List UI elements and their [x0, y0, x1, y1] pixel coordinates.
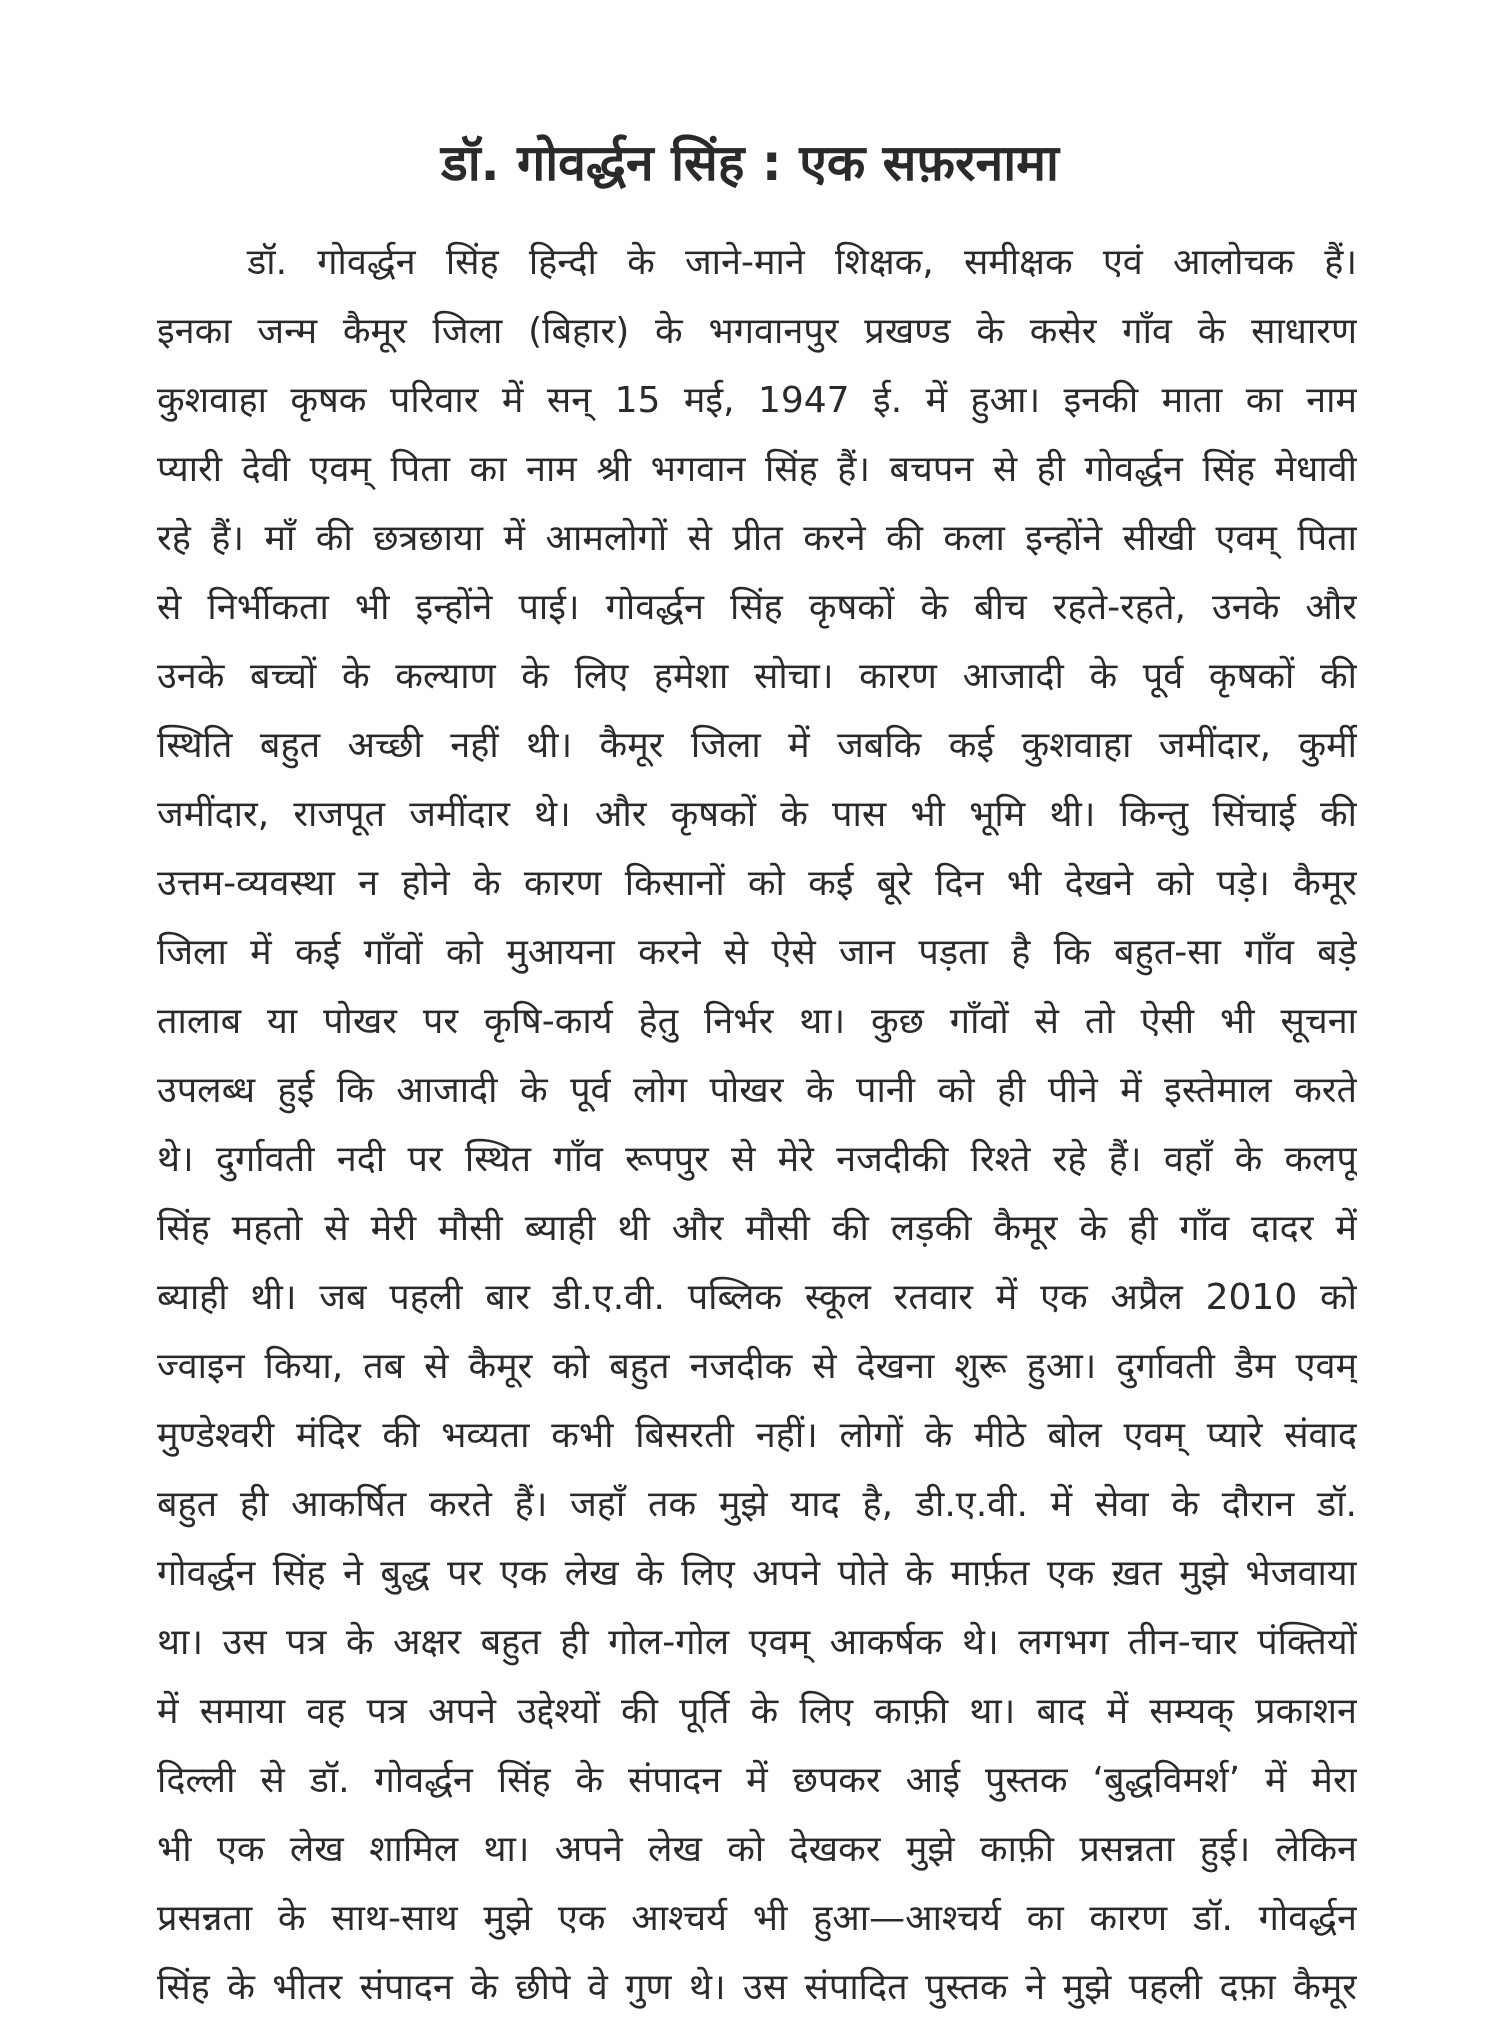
text-line: था। उस पत्र के अक्षर बहुत ही गोल-गोल एवम् आकर्षक थे। लगभग तीन-चार पंक्तियों [157, 1622, 1357, 1663]
text-line: जमींदार, राजपूत जमींदार थे। और कृषकों के पास भी भूमि थी। किन्तु सिंचाई की [157, 794, 1357, 835]
text-line: गोवर्द्धन सिंह ने बुद्ध पर एक लेख के लिए अपने पोते के मार्फ़त एक ख़त मुझे भेजवाया [157, 1553, 1357, 1594]
text-line: डॉ. गोवर्द्धन सिंह हिन्दी के जाने-माने शिक्षक, समीक्षक एवं आलोचक हैं। [247, 242, 1357, 283]
body-paragraph [157, 228, 1357, 2022]
text-line: में समाया वह पत्र अपने उद्देश्यों की पूर्ति के लिए काफ़ी था। बाद में सम्यक् प्रकाशन [157, 1691, 1357, 1732]
text-line: प्रसन्नता के साथ-साथ मुझे एक आश्चर्य भी हुआ—आश्चर्य का कारण डॉ. गोवर्द्धन [157, 1898, 1357, 1939]
text-line: उनके बच्चों के कल्याण के लिए हमेशा सोचा। कारण आजादी के पूर्व कृषकों की [157, 656, 1357, 697]
text-line: प्यारी देवी एवम् पिता का नाम श्री भगवान सिंह हैं। बचपन से ही गोवर्द्धन सिंह मेधावी [157, 449, 1357, 490]
text-line: कुशवाहा कृषक परिवार में सन् 15 मई, 1947 ई. में हुआ। इनकी माता का नाम [157, 380, 1357, 421]
text-line: जिला में कई गाँवों को मुआयना करने से ऐसे जान पड़ता है कि बहुत-सा गाँव बड़े [157, 932, 1357, 973]
text-line: बहुत ही आकर्षित करते हैं। जहाँ तक मुझे याद है, डी.ए.वी. में सेवा के दौरान डॉ. [157, 1484, 1357, 1525]
text-line: थे। दुर्गावती नदी पर स्थित गाँव रूपपुर से मेरे नजदीकी रिश्ते रहे हैं। वहाँ के कलपू [157, 1139, 1357, 1180]
text-line: इनका जन्म कैमूर जिला (बिहार) के भगवानपुर प्रखण्ड के कसेर गाँव के साधारण [157, 311, 1357, 352]
text-line: उपलब्ध हुई कि आजादी के पूर्व लोग पोखर के पानी को ही पीने में इस्तेमाल करते [157, 1070, 1357, 1111]
text-line: रहे हैं। माँ की छत्रछाया में आमलोगों से प्रीत करने की कला इन्होंने सीखी एवम् पिता [157, 518, 1357, 559]
text-line: ब्याही थी। जब पहली बार डी.ए.वी. पब्लिक स्कूल रतवार में एक अप्रैल 2010 को [157, 1277, 1357, 1318]
text-line: भी एक लेख शामिल था। अपने लेख को देखकर मुझे काफ़ी प्रसन्नता हुई। लेकिन [157, 1829, 1357, 1870]
text-line: ज्वाइन किया, तब से कैमूर को बहुत नजदीक से देखना शुरू हुआ। दुर्गावती डैम एवम् [157, 1346, 1357, 1387]
text-line: स्थिति बहुत अच्छी नहीं थी। कैमूर जिला में जबकि कई कुशवाहा जमींदार, कुर्मी [157, 725, 1357, 766]
text-line: तालाब या पोखर पर कृषि-कार्य हेतु निर्भर था। कुछ गाँवों से तो ऐसी भी सूचना [157, 1001, 1357, 1042]
text-line: उत्तम-व्यवस्था न होने के कारण किसानों को कई बूरे दिन भी देखने को पड़े। कैमूर [157, 863, 1357, 904]
text-line: से निर्भीकता भी इन्होंने पाई। गोवर्द्धन सिंह कृषकों के बीच रहते-रहते, उनके और [157, 587, 1357, 628]
text-line: दिल्ली से डॉ. गोवर्द्धन सिंह के संपादन में छपकर आई पुस्तक ‘बुद्धविमर्श’ में मेरा [157, 1760, 1357, 1801]
page-title: डॉ. गोवर्द्धन सिंह : एक सफ़रनामा [440, 134, 1060, 192]
text-line: सिंह के भीतर संपादन के छीपे वे गुण थे। उस संपादित पुस्तक ने मुझे पहली दफ़ा कैमूर [157, 1967, 1357, 2008]
text-line: मुण्डेश्वरी मंदिर की भव्यता कभी बिसरती नहीं। लोगों के मीठे बोल एवम् प्यारे संवाद [157, 1415, 1357, 1456]
text-line: सिंह महतो से मेरी मौसी ब्याही थी और मौसी की लड़की कैमूर के ही गाँव दादर में [157, 1208, 1357, 1249]
